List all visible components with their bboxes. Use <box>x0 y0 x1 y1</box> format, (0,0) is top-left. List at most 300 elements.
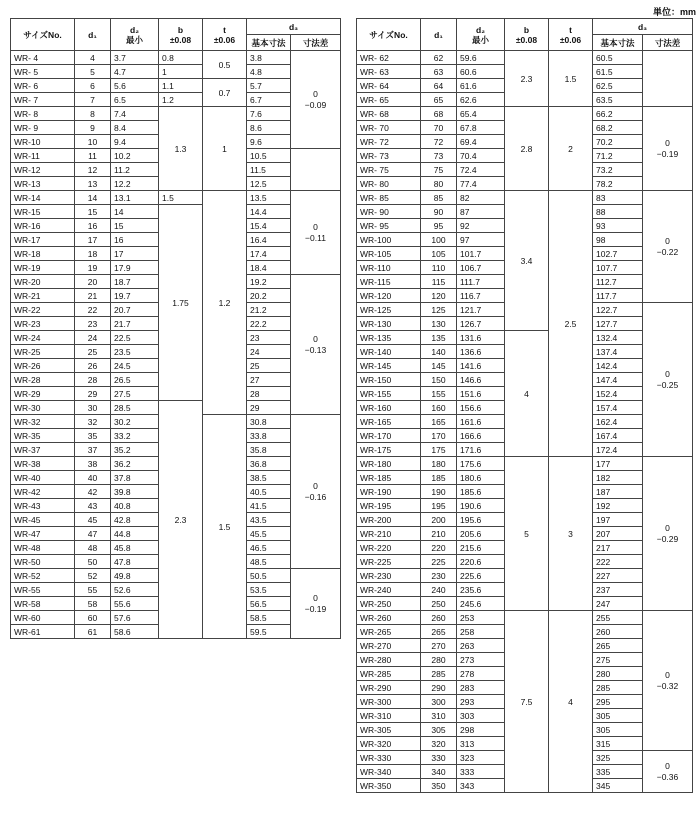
size-no-cell: WR- 85 <box>357 191 421 205</box>
d2-cell: 116.7 <box>457 289 505 303</box>
tolerance-line: 0 <box>313 333 318 344</box>
d1-cell: 220 <box>421 541 457 555</box>
d3-basic-cell: 16.4 <box>247 233 291 247</box>
tolerance-line: −0.13 <box>304 344 327 355</box>
header-d2 <box>457 19 505 51</box>
d1-cell: 270 <box>421 639 457 653</box>
header-d1: d₁ <box>421 19 457 51</box>
size-no-cell: WR-11 <box>11 149 75 163</box>
size-no-cell: WR- 62 <box>357 51 421 65</box>
t-cell: 1.5 <box>549 51 593 107</box>
d2-cell: 161.6 <box>457 415 505 429</box>
table-row <box>11 51 341 65</box>
header-t-tolerance: ±0.06 <box>559 34 582 45</box>
d2-cell: 10.2 <box>111 149 159 163</box>
d2-cell: 313 <box>457 737 505 751</box>
size-no-cell: WR-47 <box>11 527 75 541</box>
size-no-cell: WR- 7 <box>11 93 75 107</box>
size-no-cell: WR-190 <box>357 485 421 499</box>
b-cell: 1.5 <box>159 191 203 205</box>
d3-basic-cell: 6.7 <box>247 93 291 107</box>
size-no-cell: WR-12 <box>11 163 75 177</box>
table-row <box>357 331 693 345</box>
d3-basic-cell: 137.4 <box>593 345 643 359</box>
size-no-cell: WR- 68 <box>357 107 421 121</box>
tolerance-line: −0.25 <box>656 379 679 390</box>
d3-basic-cell: 73.2 <box>593 163 643 177</box>
size-no-cell: WR-37 <box>11 443 75 457</box>
d2-cell: 28.5 <box>111 401 159 415</box>
d2-cell: 37.8 <box>111 471 159 485</box>
d2-cell: 65.4 <box>457 107 505 121</box>
b-cell: 5 <box>505 457 549 611</box>
size-no-cell: WR-265 <box>357 625 421 639</box>
tolerance-line: −0.09 <box>304 99 327 110</box>
d3-basic-cell: 19.2 <box>247 275 291 289</box>
d1-cell: 340 <box>421 765 457 779</box>
d2-cell: 22.5 <box>111 331 159 345</box>
b-cell: 1.1 <box>159 79 203 93</box>
d3-basic-cell: 53.5 <box>247 583 291 597</box>
size-no-cell: WR- 65 <box>357 93 421 107</box>
d3-basic-cell: 8.6 <box>247 121 291 135</box>
size-no-cell: WR-125 <box>357 303 421 317</box>
d2-cell: 253 <box>457 611 505 625</box>
size-no-cell: WR-26 <box>11 359 75 373</box>
header-t <box>203 19 247 51</box>
d3-basic-cell: 83 <box>593 191 643 205</box>
d3-basic-cell: 9.6 <box>247 135 291 149</box>
header-b-tolerance: ±0.08 <box>515 34 538 45</box>
size-no-cell: WR-17 <box>11 233 75 247</box>
d3-basic-cell: 36.8 <box>247 457 291 471</box>
size-no-cell: WR-58 <box>11 597 75 611</box>
tolerance-line: −0.29 <box>656 533 679 544</box>
d1-cell: 155 <box>421 387 457 401</box>
d3-basic-cell: 71.2 <box>593 149 643 163</box>
d1-cell: 48 <box>75 541 111 555</box>
d3-basic-cell: 285 <box>593 681 643 695</box>
d3-basic-cell: 222 <box>593 555 643 569</box>
size-no-cell: WR-145 <box>357 359 421 373</box>
size-no-cell: WR-100 <box>357 233 421 247</box>
size-no-cell: WR-130 <box>357 317 421 331</box>
d3-tolerance-cell <box>643 191 693 303</box>
size-no-cell: WR- 6 <box>11 79 75 93</box>
d3-basic-cell: 217 <box>593 541 643 555</box>
header-d2-symbol: d₂ <box>130 24 139 35</box>
d3-basic-cell: 45.5 <box>247 527 291 541</box>
d1-cell: 5 <box>75 65 111 79</box>
d3-basic-cell: 11.5 <box>247 163 291 177</box>
d2-cell: 293 <box>457 695 505 709</box>
d3-basic-cell: 41.5 <box>247 499 291 513</box>
header-b-symbol: b <box>523 24 530 35</box>
size-no-cell: WR-240 <box>357 583 421 597</box>
d2-cell: 8.4 <box>111 121 159 135</box>
d2-cell: 40.8 <box>111 499 159 513</box>
d3-basic-cell: 24 <box>247 345 291 359</box>
d2-cell: 14 <box>111 205 159 219</box>
size-no-cell: WR-185 <box>357 471 421 485</box>
d2-cell: 5.6 <box>111 79 159 93</box>
d3-basic-cell: 280 <box>593 667 643 681</box>
size-no-cell: WR-330 <box>357 751 421 765</box>
d2-cell: 61.6 <box>457 79 505 93</box>
d3-basic-cell: 305 <box>593 709 643 723</box>
d2-cell: 205.6 <box>457 527 505 541</box>
size-no-cell: WR-28 <box>11 373 75 387</box>
d1-cell: 24 <box>75 331 111 345</box>
t-cell: 0.5 <box>203 51 247 79</box>
d2-cell: 180.6 <box>457 471 505 485</box>
d3-basic-cell: 60.5 <box>593 51 643 65</box>
size-no-cell: WR- 95 <box>357 219 421 233</box>
d3-basic-cell: 275 <box>593 653 643 667</box>
d3-basic-cell: 5.7 <box>247 79 291 93</box>
d1-cell: 240 <box>421 583 457 597</box>
size-no-cell: WR-45 <box>11 513 75 527</box>
d3-basic-cell: 12.5 <box>247 177 291 191</box>
d3-basic-cell: 38.5 <box>247 471 291 485</box>
tolerance-line: −0.19 <box>656 148 679 159</box>
d3-basic-cell: 62.5 <box>593 79 643 93</box>
d3-basic-cell: 4.8 <box>247 65 291 79</box>
d3-basic-cell: 132.4 <box>593 331 643 345</box>
size-no-cell: WR-175 <box>357 443 421 457</box>
d3-basic-cell: 122.7 <box>593 303 643 317</box>
t-cell: 2 <box>549 107 593 191</box>
size-no-cell: WR-135 <box>357 331 421 345</box>
size-no-cell: WR-16 <box>11 219 75 233</box>
d1-cell: 170 <box>421 429 457 443</box>
size-no-cell: WR-50 <box>11 555 75 569</box>
d3-basic-cell: 315 <box>593 737 643 751</box>
tolerance-line: 0 <box>665 669 670 680</box>
d1-cell: 105 <box>421 247 457 261</box>
size-no-cell: WR- 72 <box>357 135 421 149</box>
d2-cell: 106.7 <box>457 261 505 275</box>
d3-tolerance-cell <box>643 611 693 751</box>
size-no-cell: WR-35 <box>11 429 75 443</box>
left-dimension-table <box>10 18 341 639</box>
d2-cell: 298 <box>457 723 505 737</box>
d2-cell: 4.7 <box>111 65 159 79</box>
d3-basic-cell: 177 <box>593 457 643 471</box>
size-no-cell: WR-14 <box>11 191 75 205</box>
d2-cell: 263 <box>457 639 505 653</box>
tolerance-line: 0 <box>665 137 670 148</box>
header-d3-tolerance: 寸法差 <box>291 35 341 51</box>
d3-basic-cell: 325 <box>593 751 643 765</box>
d1-cell: 175 <box>421 443 457 457</box>
size-no-cell: WR-350 <box>357 779 421 793</box>
d3-basic-cell: 207 <box>593 527 643 541</box>
d1-cell: 14 <box>75 191 111 205</box>
d2-cell: 24.5 <box>111 359 159 373</box>
d1-cell: 42 <box>75 485 111 499</box>
d1-cell: 190 <box>421 485 457 499</box>
size-no-cell: WR-230 <box>357 569 421 583</box>
d3-basic-cell: 22.2 <box>247 317 291 331</box>
d3-basic-cell: 43.5 <box>247 513 291 527</box>
b-cell: 1 <box>159 65 203 79</box>
d1-cell: 40 <box>75 471 111 485</box>
d3-tolerance-cell <box>291 149 341 191</box>
d1-cell: 4 <box>75 51 111 65</box>
d2-cell: 151.6 <box>457 387 505 401</box>
header-d3: d₃ <box>593 19 693 35</box>
size-no-cell: WR-42 <box>11 485 75 499</box>
d1-cell: 43 <box>75 499 111 513</box>
d1-cell: 290 <box>421 681 457 695</box>
d1-cell: 110 <box>421 261 457 275</box>
d3-basic-cell: 10.5 <box>247 149 291 163</box>
d3-basic-cell: 70.2 <box>593 135 643 149</box>
d2-cell: 101.7 <box>457 247 505 261</box>
d3-basic-cell: 162.4 <box>593 415 643 429</box>
d3-basic-cell: 29 <box>247 401 291 415</box>
tolerance-line: −0.19 <box>304 603 327 614</box>
header-b-tolerance: ±0.08 <box>169 34 192 45</box>
d3-basic-cell: 68.2 <box>593 121 643 135</box>
d1-cell: 250 <box>421 597 457 611</box>
d2-cell: 45.8 <box>111 541 159 555</box>
d3-basic-cell: 127.7 <box>593 317 643 331</box>
size-no-cell: WR-10 <box>11 135 75 149</box>
d1-cell: 17 <box>75 233 111 247</box>
size-no-cell: WR-105 <box>357 247 421 261</box>
d1-cell: 63 <box>421 65 457 79</box>
size-no-cell: WR-310 <box>357 709 421 723</box>
t-cell: 2.5 <box>549 191 593 457</box>
header-d2-symbol: d₂ <box>476 24 485 35</box>
size-no-cell: WR-24 <box>11 331 75 345</box>
d1-cell: 25 <box>75 345 111 359</box>
d2-cell: 72.4 <box>457 163 505 177</box>
size-no-cell: WR-30 <box>11 401 75 415</box>
d2-cell: 195.6 <box>457 513 505 527</box>
d2-cell: 67.8 <box>457 121 505 135</box>
d1-cell: 145 <box>421 359 457 373</box>
d3-basic-cell: 112.7 <box>593 275 643 289</box>
d1-cell: 15 <box>75 205 111 219</box>
d3-basic-cell: 18.4 <box>247 261 291 275</box>
size-no-cell: WR-170 <box>357 429 421 443</box>
d1-cell: 20 <box>75 275 111 289</box>
d1-cell: 280 <box>421 653 457 667</box>
size-no-cell: WR-195 <box>357 499 421 513</box>
d3-basic-cell: 30.8 <box>247 415 291 429</box>
b-cell: 2.3 <box>505 51 549 107</box>
d3-tolerance-cell <box>291 415 341 569</box>
size-no-cell: WR-260 <box>357 611 421 625</box>
tolerance-line: 0 <box>665 368 670 379</box>
d2-cell: 36.2 <box>111 457 159 471</box>
d3-basic-cell: 237 <box>593 583 643 597</box>
d1-cell: 73 <box>421 149 457 163</box>
header-d3-basic: 基本寸法 <box>247 35 291 51</box>
d2-cell: 343 <box>457 779 505 793</box>
d2-cell: 77.4 <box>457 177 505 191</box>
d2-cell: 39.8 <box>111 485 159 499</box>
d1-cell: 150 <box>421 373 457 387</box>
size-no-cell: WR- 4 <box>11 51 75 65</box>
header-size: サイズNo. <box>357 19 421 51</box>
d2-cell: 235.6 <box>457 583 505 597</box>
table-row <box>357 457 693 471</box>
size-no-cell: WR-155 <box>357 387 421 401</box>
d1-cell: 260 <box>421 611 457 625</box>
size-no-cell: WR-52 <box>11 569 75 583</box>
size-no-cell: WR-25 <box>11 345 75 359</box>
d2-cell: 303 <box>457 709 505 723</box>
header-b-symbol: b <box>177 24 184 35</box>
d3-tolerance-cell <box>291 191 341 275</box>
b-cell: 3.4 <box>505 191 549 331</box>
d1-cell: 70 <box>421 121 457 135</box>
d3-tolerance-cell <box>643 751 693 793</box>
d1-cell: 29 <box>75 387 111 401</box>
size-no-cell: WR-225 <box>357 555 421 569</box>
d3-basic-cell: 102.7 <box>593 247 643 261</box>
d3-basic-cell: 28 <box>247 387 291 401</box>
d3-basic-cell: 107.7 <box>593 261 643 275</box>
right-dimension-table <box>356 18 693 793</box>
d2-cell: 111.7 <box>457 275 505 289</box>
d1-cell: 6 <box>75 79 111 93</box>
d3-basic-cell: 192 <box>593 499 643 513</box>
d1-cell: 10 <box>75 135 111 149</box>
d3-basic-cell: 335 <box>593 765 643 779</box>
d1-cell: 320 <box>421 737 457 751</box>
size-no-cell: WR-320 <box>357 737 421 751</box>
d2-cell: 87 <box>457 205 505 219</box>
d1-cell: 13 <box>75 177 111 191</box>
d3-basic-cell: 46.5 <box>247 541 291 555</box>
d3-basic-cell: 27 <box>247 373 291 387</box>
d2-cell: 15 <box>111 219 159 233</box>
size-no-cell: WR-340 <box>357 765 421 779</box>
tolerance-line: 0 <box>313 592 318 603</box>
d1-cell: 100 <box>421 233 457 247</box>
size-no-cell: WR-180 <box>357 457 421 471</box>
size-no-cell: WR-55 <box>11 583 75 597</box>
b-cell: 2.8 <box>505 107 549 191</box>
d3-basic-cell: 255 <box>593 611 643 625</box>
t-cell: 3 <box>549 457 593 611</box>
t-cell: 1 <box>203 107 247 191</box>
d2-cell: 47.8 <box>111 555 159 569</box>
b-cell: 1.2 <box>159 93 203 107</box>
d2-cell: 59.6 <box>457 51 505 65</box>
d3-basic-cell: 167.4 <box>593 429 643 443</box>
d2-cell: 33.2 <box>111 429 159 443</box>
table-row <box>357 611 693 625</box>
d2-cell: 44.8 <box>111 527 159 541</box>
d2-cell: 21.7 <box>111 317 159 331</box>
d3-basic-cell: 40.5 <box>247 485 291 499</box>
d3-basic-cell: 15.4 <box>247 219 291 233</box>
d1-cell: 330 <box>421 751 457 765</box>
d1-cell: 125 <box>421 303 457 317</box>
d3-basic-cell: 48.5 <box>247 555 291 569</box>
d1-cell: 37 <box>75 443 111 457</box>
header-d2-min: 最小 <box>471 34 489 45</box>
header-d3: d₃ <box>247 19 341 35</box>
d3-tolerance-cell <box>291 51 341 149</box>
d1-cell: 18 <box>75 247 111 261</box>
d1-cell: 300 <box>421 695 457 709</box>
d3-basic-cell: 152.4 <box>593 387 643 401</box>
size-no-cell: WR-300 <box>357 695 421 709</box>
d1-cell: 45 <box>75 513 111 527</box>
header-t-symbol: t <box>223 24 226 35</box>
tolerance-line: 0 <box>665 235 670 246</box>
size-no-cell: WR-38 <box>11 457 75 471</box>
d3-basic-cell: 23 <box>247 331 291 345</box>
b-cell: 4 <box>505 331 549 457</box>
size-no-cell: WR-210 <box>357 527 421 541</box>
d1-cell: 200 <box>421 513 457 527</box>
size-no-cell: WR-250 <box>357 597 421 611</box>
b-cell: 0.8 <box>159 51 203 65</box>
tolerance-line: −0.22 <box>656 246 679 257</box>
d2-cell: 185.6 <box>457 485 505 499</box>
d1-cell: 140 <box>421 345 457 359</box>
d1-cell: 350 <box>421 779 457 793</box>
d1-cell: 68 <box>421 107 457 121</box>
d2-cell: 58.6 <box>111 625 159 639</box>
header-size: サイズNo. <box>11 19 75 51</box>
d1-cell: 7 <box>75 93 111 107</box>
b-cell: 7.5 <box>505 611 549 793</box>
d2-cell: 35.2 <box>111 443 159 457</box>
d3-basic-cell: 17.4 <box>247 247 291 261</box>
size-no-cell: WR-60 <box>11 611 75 625</box>
d1-cell: 38 <box>75 457 111 471</box>
d3-basic-cell: 13.5 <box>247 191 291 205</box>
d2-cell: 27.5 <box>111 387 159 401</box>
t-cell: 1.2 <box>203 191 247 415</box>
d2-cell: 19.7 <box>111 289 159 303</box>
d2-cell: 60.6 <box>457 65 505 79</box>
size-no-cell: WR- 75 <box>357 163 421 177</box>
d3-basic-cell: 147.4 <box>593 373 643 387</box>
header-d2 <box>111 19 159 51</box>
d2-cell: 333 <box>457 765 505 779</box>
d3-tolerance-cell <box>291 275 341 415</box>
header-d1: d₁ <box>75 19 111 51</box>
d1-cell: 8 <box>75 107 111 121</box>
size-no-cell: WR- 9 <box>11 121 75 135</box>
header-b <box>159 19 203 51</box>
d2-cell: 166.6 <box>457 429 505 443</box>
d1-cell: 60 <box>75 611 111 625</box>
d2-cell: 55.6 <box>111 597 159 611</box>
size-no-cell: WR-290 <box>357 681 421 695</box>
d2-cell: 141.6 <box>457 359 505 373</box>
d1-cell: 85 <box>421 191 457 205</box>
d1-cell: 65 <box>421 93 457 107</box>
d3-basic-cell: 21.2 <box>247 303 291 317</box>
d1-cell: 120 <box>421 289 457 303</box>
tolerance-line: −0.32 <box>656 680 679 691</box>
d1-cell: 22 <box>75 303 111 317</box>
d1-cell: 75 <box>421 163 457 177</box>
header-d3-tolerance: 寸法差 <box>643 35 693 51</box>
d1-cell: 62 <box>421 51 457 65</box>
